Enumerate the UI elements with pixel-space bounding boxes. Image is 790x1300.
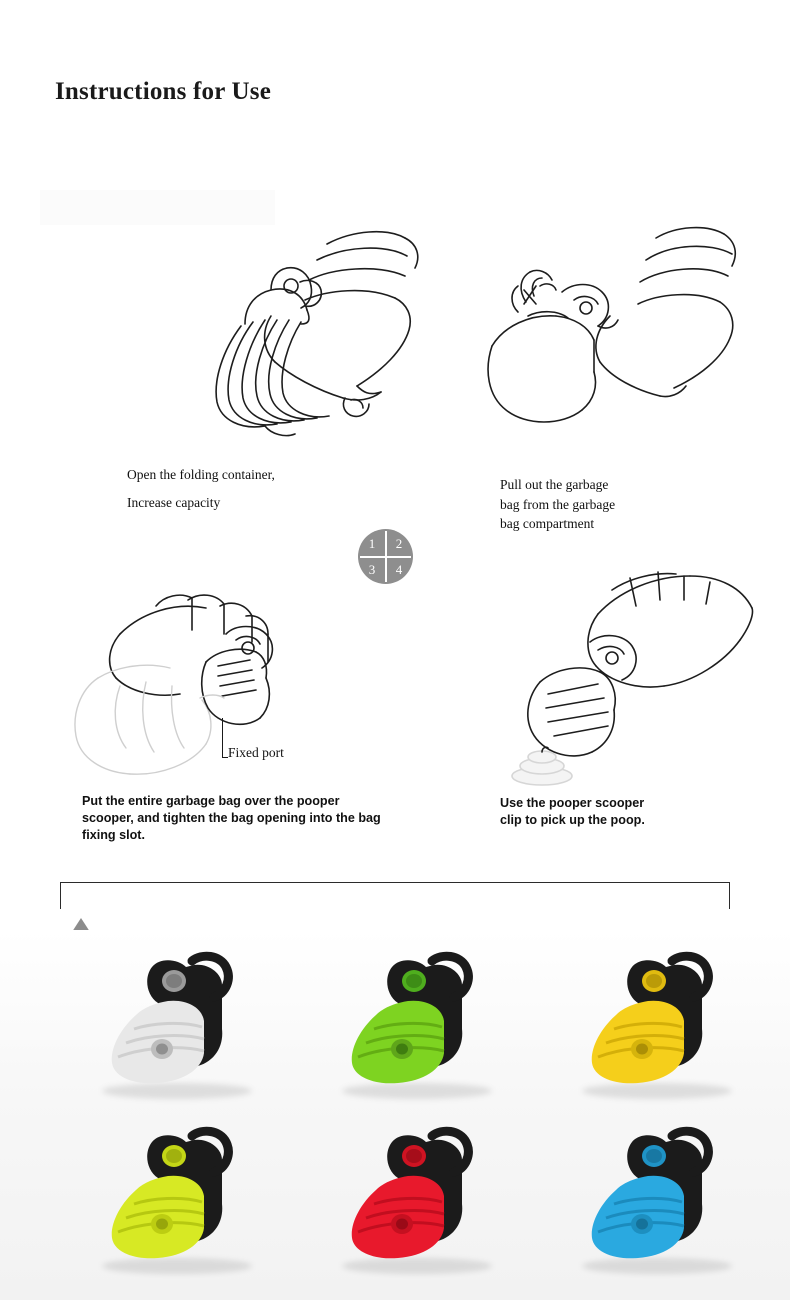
product-image-lime xyxy=(90,1120,265,1275)
sequence-badge xyxy=(358,529,413,584)
page-title: Instructions for Use xyxy=(55,78,272,105)
step-3-caption xyxy=(82,793,442,844)
step-4-caption-line-1: Use the pooper scooper xyxy=(500,796,645,810)
step-3-caption-line-3: fixing slot. xyxy=(82,828,145,842)
product-image-white xyxy=(90,945,265,1100)
fixed-port-leader-line xyxy=(222,718,223,758)
step-2-caption xyxy=(500,475,700,534)
step-2-caption-line-2: bag from the garbage xyxy=(500,496,616,512)
product-card-green[interactable] xyxy=(300,940,530,1115)
step-2-caption-line-3: bag compartment xyxy=(500,516,595,532)
sequence-badge-cell-4: 4 xyxy=(395,562,403,577)
step-2-caption-line-1: Pull out the garbage xyxy=(500,477,609,492)
step-1-illustration xyxy=(95,220,425,460)
step-2 xyxy=(470,220,770,532)
product-card-white[interactable] xyxy=(60,940,290,1115)
product-card-lime[interactable] xyxy=(60,1115,290,1290)
product-gallery xyxy=(0,930,790,1300)
sequence-badge-cell-3: 3 xyxy=(368,562,376,577)
sequence-badge-cell-1: 1 xyxy=(368,536,376,551)
step-3-caption-line-1: Put the entire garbage bag over the pooper xyxy=(82,794,340,808)
fixed-port-label: Fixed port xyxy=(228,745,284,760)
product-card-blue[interactable] xyxy=(540,1115,770,1290)
step-3-caption-line-2: scooper, and tighten the bag opening into the bag xyxy=(82,811,381,825)
product-card-red[interactable] xyxy=(300,1115,530,1290)
product-image-red xyxy=(330,1120,505,1275)
product-image-yellow xyxy=(570,945,745,1100)
step-1-caption-line-2: Increase capacity xyxy=(127,494,221,510)
product-image-blue xyxy=(570,1120,745,1275)
sequence-badge-cell-2: 2 xyxy=(395,536,403,551)
step-3 xyxy=(60,590,440,860)
section-bracket-divider xyxy=(60,882,730,909)
step-1 xyxy=(95,220,425,510)
step-4-caption-line-2: clip to pick up the poop. xyxy=(500,813,645,827)
step-4-illustration xyxy=(480,570,770,800)
product-card-yellow[interactable] xyxy=(540,940,770,1115)
step-4-caption xyxy=(500,795,730,829)
step-2-illustration xyxy=(470,220,770,460)
product-image-green xyxy=(330,945,505,1100)
step-1-caption-line-1: Open the folding container, xyxy=(127,467,275,482)
step-4 xyxy=(480,570,770,840)
step-3-illustration xyxy=(60,590,440,800)
step-1-caption xyxy=(127,465,427,512)
